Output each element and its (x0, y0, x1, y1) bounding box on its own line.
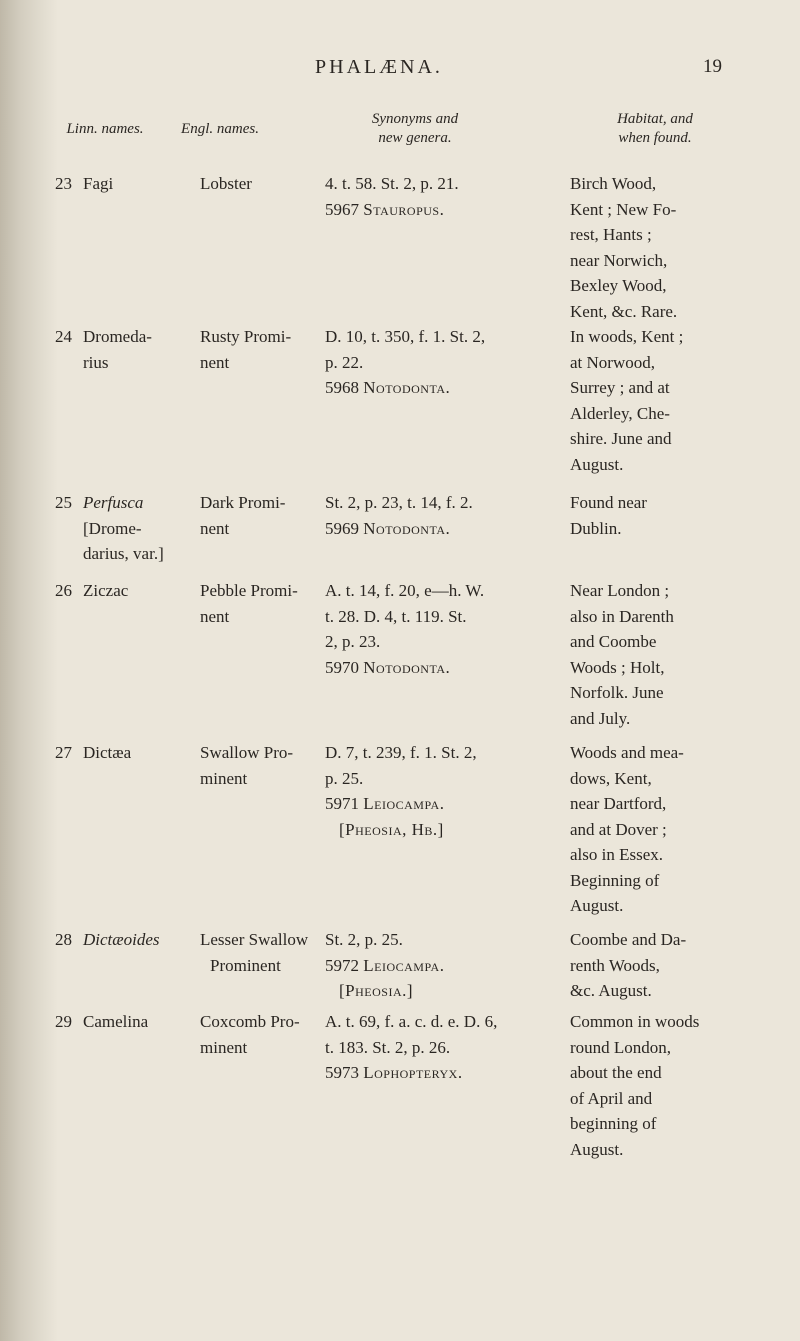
synonyms (325, 171, 545, 222)
habitat (570, 740, 740, 919)
entry-number: 29 (55, 1012, 72, 1031)
species-table (0, 171, 800, 1169)
linnaean-name-line: Ziczac (83, 581, 129, 600)
table-row (0, 578, 800, 740)
habitat-line: also in Darenth (570, 606, 674, 626)
genus-name: Leiocampa. (363, 955, 445, 975)
habitat-line: and July. (570, 708, 631, 728)
habitat-line: Norfolk. June (570, 683, 664, 702)
habitat-line: August. (570, 896, 624, 915)
genus-name: Notodonta. (363, 657, 451, 677)
table-row (0, 171, 800, 324)
habitat-line: August. (570, 1139, 624, 1159)
english-name-line: minent (200, 1037, 248, 1057)
english-name (200, 324, 320, 375)
genus-number: 5971 (325, 794, 359, 813)
english-name (200, 927, 320, 978)
habitat-line: Dublin. (570, 518, 622, 538)
synonym-ref-line: 4. t. 58. St. 2, p. 21. (325, 174, 459, 193)
genus-line (325, 953, 545, 979)
habitat-line: about the end (570, 1063, 662, 1082)
habitat-line: near Norwich, (570, 250, 668, 270)
english-name-line: minent (200, 768, 248, 788)
habitat (570, 927, 740, 1004)
synonyms (325, 578, 545, 680)
synonym-ref-line: St. 2, p. 23, t. 14, f. 2. (325, 493, 473, 512)
col-head-linn-names: Linn. names. (66, 121, 144, 137)
english-name-line: Pebble Promi- (200, 581, 298, 600)
genus-number: 5969 (325, 518, 359, 538)
genus-number: 5967 (325, 199, 359, 219)
synonyms (325, 324, 545, 401)
english-name-line: Lobster (200, 174, 252, 193)
habitat-line: Birch Wood, (570, 174, 657, 193)
col-head-habitat-line: Habitat, and (617, 111, 693, 127)
linnaean-name-line: darius, var.] (83, 544, 164, 563)
entry-number: 26 (55, 581, 72, 600)
col-head-habitat-line: when found. (618, 130, 692, 146)
genus-number: 5968 (325, 378, 359, 397)
habitat-line: at Norwood, (570, 352, 655, 372)
habitat (570, 1009, 740, 1162)
col-head-synonyms-line: Synonyms and (371, 111, 459, 127)
col-head-engl-names: Engl. names. (181, 121, 259, 137)
habitat-line: Woods ; Holt, (570, 657, 665, 677)
english-name (200, 490, 320, 541)
entry-number: 23 (55, 174, 72, 193)
genus-name: Stauropus. (363, 199, 445, 219)
page-number: 19 (703, 56, 722, 77)
genus-name: Notodonta. (363, 518, 451, 538)
genus-line (325, 375, 545, 401)
synonym-ref-line: 2, p. 23. (325, 632, 381, 651)
linnaean-name-line: rius (83, 352, 109, 372)
synonym-ref-line: t. 28. D. 4, t. 119. St. (325, 606, 467, 626)
synonyms (325, 1009, 545, 1086)
synonym-ref-line: p. 25. (325, 768, 364, 788)
habitat-line: Found near (570, 493, 647, 512)
habitat-line: Beginning of (570, 870, 660, 890)
entry-number: 24 (55, 327, 72, 346)
genus-number: 5972 (325, 955, 359, 975)
synonym-ref-line: St. 2, p. 25. (325, 930, 403, 949)
entry-number: 28 (55, 930, 72, 949)
habitat-line: round London, (570, 1037, 672, 1057)
habitat-line: and at Dover ; (570, 819, 667, 839)
table-row (0, 740, 800, 927)
synonyms (325, 490, 545, 541)
habitat-line: Near London ; (570, 581, 670, 600)
col-head-synonyms (325, 110, 505, 148)
habitat-line: renth Woods, (570, 955, 660, 975)
habitat-line: Alderley, Che- (570, 403, 670, 423)
entry-number: 27 (55, 743, 72, 762)
habitat-line: &c. August. (570, 981, 652, 1000)
english-name (200, 171, 320, 197)
english-name-line: nent (200, 606, 230, 626)
habitat-line: shire. June and (570, 429, 672, 448)
linnaean-name-line: Dictæa (83, 743, 132, 762)
habitat (570, 578, 740, 731)
habitat-line: beginning of (570, 1114, 657, 1133)
english-name-line: Swallow Pro- (200, 743, 294, 762)
table-row (0, 1009, 800, 1169)
linnaean-name-line: Perfusca (83, 493, 144, 512)
synonyms (325, 927, 545, 1004)
genus-line (325, 655, 545, 681)
genus-bracket-note: [Pheosia.] (339, 981, 414, 1000)
english-name-line: nent (200, 352, 230, 372)
page-header (0, 56, 800, 86)
entry-number: 25 (55, 493, 72, 512)
synonym-ref-line: t. 183. St. 2, p. 26. (325, 1037, 451, 1057)
linnaean-name-line: Camelina (83, 1012, 149, 1031)
habitat-line: Kent, &c. Rare. (570, 301, 678, 321)
genus-line (325, 791, 545, 817)
genus-line (325, 516, 545, 542)
habitat-line: Common in woods (570, 1012, 700, 1031)
linnaean-name (83, 490, 198, 567)
table-row (0, 490, 800, 578)
english-name (200, 578, 320, 629)
habitat-line: Bexley Wood, (570, 276, 667, 295)
habitat-line: In woods, Kent ; (570, 327, 684, 346)
genus-bracket-note: [Pheosia, Hb.] (339, 819, 444, 839)
synonym-ref-line: A. t. 14, f. 20, e—h. W. (325, 581, 485, 600)
habitat-line: near Dartford, (570, 794, 667, 813)
habitat-line: of April and (570, 1088, 653, 1108)
genus-number: 5970 (325, 657, 359, 677)
english-name-line: Dark Promi- (200, 493, 286, 512)
genus-name: Notodonta. (363, 378, 451, 397)
genus-number: 5973 (325, 1063, 359, 1082)
linnaean-name-line: [Drome- (83, 518, 142, 538)
linnaean-name-line: Dictæoides (83, 930, 160, 949)
english-name-line: nent (200, 518, 230, 538)
english-name-line: Lesser Swallow (200, 930, 309, 949)
linnaean-name (83, 578, 198, 604)
english-name-line: Coxcomb Pro- (200, 1012, 300, 1031)
habitat-line: also in Essex. (570, 845, 664, 864)
linnaean-name (83, 1009, 198, 1035)
synonyms (325, 740, 545, 842)
habitat (570, 324, 740, 477)
genus-line (325, 1060, 545, 1086)
habitat (570, 171, 740, 324)
linnaean-name-line: Dromeda- (83, 327, 152, 346)
synonym-ref-line: p. 22. (325, 352, 364, 372)
habitat-line: Woods and mea- (570, 743, 684, 762)
col-head-habitat (580, 110, 730, 148)
column-headings (0, 110, 800, 160)
genus-name: Lophopteryx. (363, 1063, 463, 1082)
table-row (0, 324, 800, 490)
linnaean-name (83, 324, 198, 375)
english-name (200, 1009, 320, 1060)
linnaean-name (83, 927, 198, 953)
habitat-line: Coombe and Da- (570, 930, 687, 949)
habitat-line: dows, Kent, (570, 768, 652, 788)
synonym-ref-line: A. t. 69, f. a. c. d. e. D. 6, (325, 1012, 498, 1031)
linnaean-name-line: Fagi (83, 174, 114, 193)
genus-line (325, 197, 545, 223)
genus-name: Leiocampa. (363, 794, 445, 813)
english-name-line: Rusty Promi- (200, 327, 292, 346)
synonym-ref-line: D. 10, t. 350, f. 1. St. 2, (325, 327, 486, 346)
linnaean-name (83, 740, 198, 766)
running-title: PHALÆNA. (315, 56, 443, 78)
synonym-ref-line: D. 7, t. 239, f. 1. St. 2, (325, 743, 477, 762)
english-name-line: Prominent (210, 955, 281, 975)
habitat-line: Surrey ; and at (570, 378, 670, 397)
habitat-line: August. (570, 454, 624, 474)
habitat (570, 490, 740, 541)
linnaean-name (83, 171, 198, 197)
habitat-line: Kent ; New Fo- (570, 199, 677, 219)
habitat-line: rest, Hants ; (570, 225, 652, 244)
habitat-line: and Coombe (570, 632, 657, 651)
english-name (200, 740, 320, 791)
table-row (0, 927, 800, 1009)
col-head-synonyms-line: new genera. (378, 130, 452, 146)
